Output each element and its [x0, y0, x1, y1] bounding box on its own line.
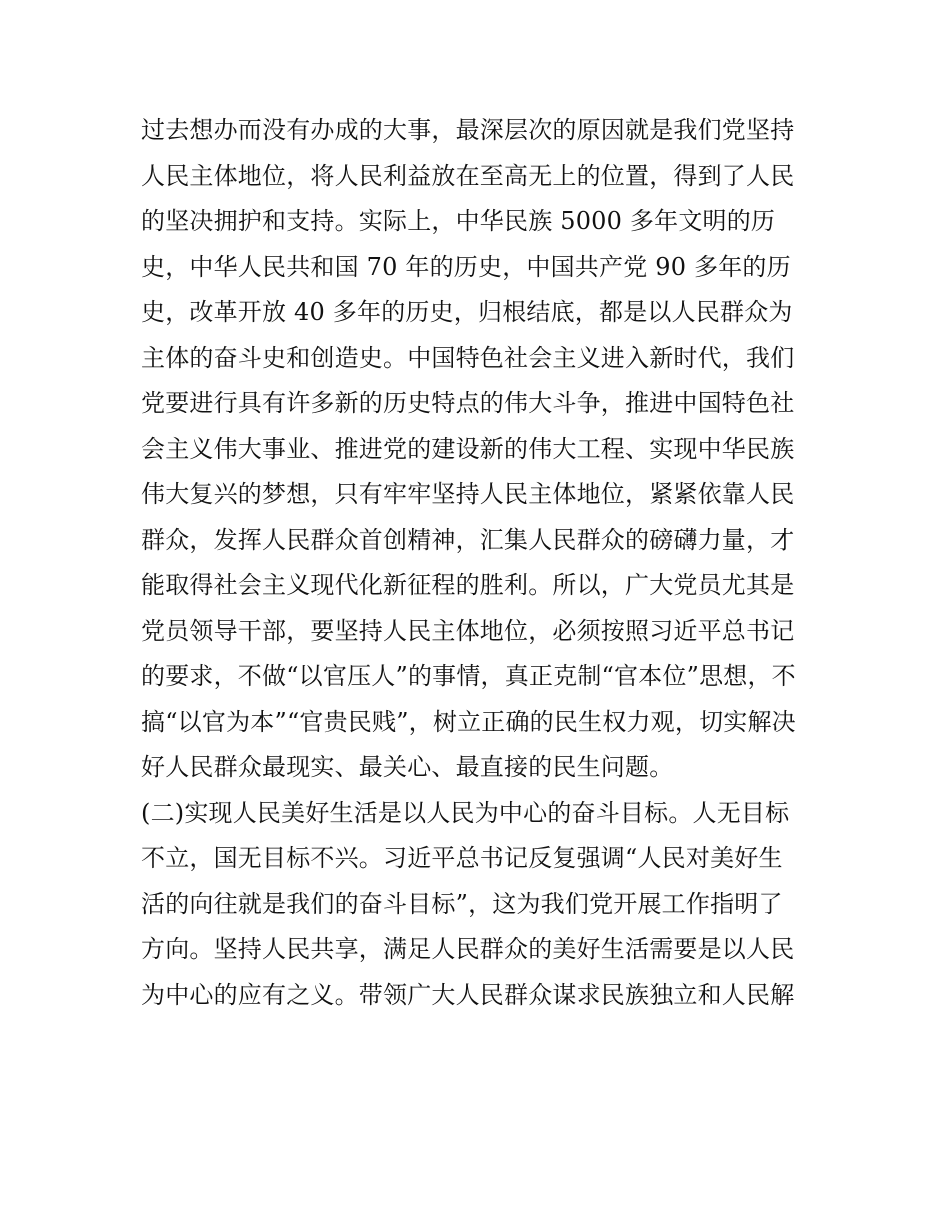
body-text: [141, 108, 821, 1018]
text-line: 过去想办而没有办成的大事，最深层次的原因就是我们党坚持: [141, 116, 795, 144]
text-line: 搞“以官为本”“官贵民贱”，树立正确的民生权力观，切实解决: [141, 707, 796, 736]
text-line: 伟大复兴的梦想，只有牢牢坚持人民主体地位，紧紧依靠人民: [141, 480, 795, 508]
text-line: 能取得社会主义现代化新征程的胜利。所以，广大党员尤其是: [141, 571, 795, 599]
text-line: 方向。坚持人民共享，满足人民群众的美好生活需要是以人民: [141, 935, 795, 963]
text-line: 活的向往就是我们的奋斗目标”，这为我们党开展工作指明了: [141, 889, 783, 918]
text-line: 的要求，不做“以官压人”的事情，真正克制“官本位”思想，不: [141, 662, 796, 690]
text-line: 为中心的应有之义。带领广大人民群众谋求民族独立和人民解: [141, 980, 795, 1009]
text-line: 会主义伟大事业、推进党的建设新的伟大工程、实现中华民族: [141, 434, 795, 463]
text-line: 史，改革开放 40 多年的历史，归根结底，都是以人民群众为: [141, 298, 793, 326]
text-line: 的坚决拥护和支持。实际上，中华民族 5000 多年文明的历: [141, 207, 776, 235]
section-heading-line: (二)实现人民美好生活是以人民为中心的奋斗目标。人无目标: [141, 798, 790, 827]
text-line: 不立，国无目标不兴。习近平总书记反复强调“人民对美好生: [141, 844, 783, 872]
text-line: 群众，发挥人民群众首创精神，汇集人民群众的磅礴力量，才: [141, 525, 795, 554]
text-line: 史，中华人民共和国 70 年的历史，中国共产党 90 多年的历: [141, 252, 791, 281]
text-line: 主体的奋斗史和创造史。中国特色社会主义进入新时代，我们: [141, 343, 795, 372]
text-line: 人民主体地位，将人民利益放在至高无上的位置，得到了人民: [141, 161, 795, 190]
text-line: 党要进行具有许多新的历史特点的伟大斗争，推进中国特色社: [141, 389, 795, 417]
text-line: 党员领导干部，要坚持人民主体地位，必须按照习近平总书记: [141, 616, 795, 645]
text-line: 好人民群众最现实、最关心、最直接的民生问题。: [141, 753, 674, 781]
